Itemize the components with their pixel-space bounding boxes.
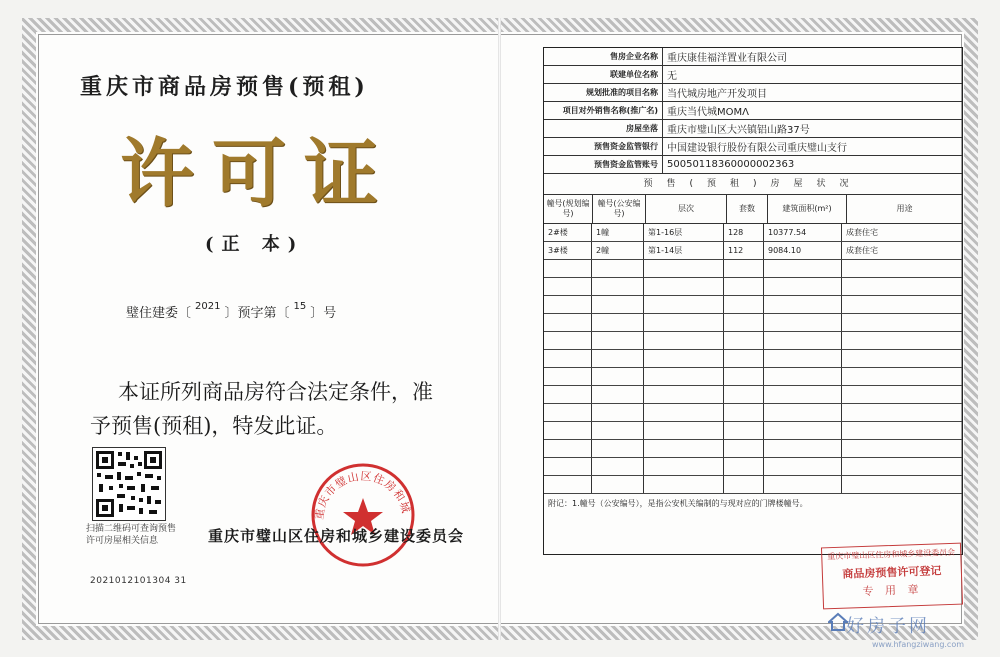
- footnote: 附记：1.幢号（公安编号），是指公安机关编制的与现对应的门牌楼幢号。: [548, 499, 808, 508]
- field-row: 房屋坐落 重庆市璧山区大兴镇铝山路37号: [544, 120, 962, 138]
- official-seal-icon: [308, 460, 418, 570]
- table-row-empty: [544, 296, 962, 314]
- table-row-empty: [544, 368, 962, 386]
- field-row: 售房企业名称 重庆康佳福洋置业有限公司: [544, 48, 962, 66]
- table-row-empty: [544, 278, 962, 296]
- qr-code-icon[interactable]: [92, 447, 166, 521]
- marketing-name: 重庆当代城MOMΛ: [667, 107, 749, 118]
- certificate-title: 重庆市商品房预售(预租): [80, 74, 369, 100]
- left-page: [40, 40, 470, 600]
- table-row-empty: [544, 476, 962, 494]
- table-row-empty: [544, 404, 962, 422]
- certificate-serial: 2021012101304 31: [90, 576, 187, 586]
- partner-name: 无: [667, 71, 677, 82]
- table-row-empty: [544, 332, 962, 350]
- site-watermark: 好房子网: [846, 616, 930, 637]
- field-row: 项目对外销售名称(推广名) 重庆当代城MOMΛ: [544, 102, 962, 120]
- svg-text:重庆市璧山区住房和城乡建设委员会: 重庆市璧山区住房和城: [312, 469, 413, 521]
- seller-name: 重庆康佳福洋置业有限公司: [667, 53, 787, 64]
- table-row-empty: [544, 350, 962, 368]
- license-heading: 许可证: [120, 131, 396, 217]
- escrow-account: 50050118360000002363: [667, 159, 795, 170]
- table-row-empty: [544, 458, 962, 476]
- section-title: 预售(预租)房屋状况: [544, 174, 962, 195]
- permit-year: 2021: [195, 301, 221, 312]
- table-row-empty: [544, 422, 962, 440]
- field-row: 预售资金监管账号 50050118360000002363: [544, 156, 962, 174]
- empty-rows: [544, 260, 962, 494]
- table-row-empty: [544, 314, 962, 332]
- field-row: 联建单位名称 无: [544, 66, 962, 84]
- field-row: 预售资金监管银行 中国建设银行股份有限公司重庆璧山支行: [544, 138, 962, 156]
- certificate-statement: 本证所列商品房符合法定条件，准 予预售(预租)，特发此证。: [90, 380, 433, 438]
- table-row: 3#楼 2幢 第1-14层 112 9084.10 成套住宅: [544, 242, 962, 260]
- property-address: 重庆市璧山区大兴镇铝山路37号: [667, 125, 810, 136]
- house-icon: [828, 612, 848, 632]
- escrow-bank: 中国建设银行股份有限公司重庆璧山支行: [667, 143, 847, 154]
- table-row-empty: [544, 260, 962, 278]
- permit-no: 15: [293, 301, 307, 312]
- table-row-empty: [544, 440, 962, 458]
- field-row: 规划批准的项目名称 当代城房地产开发项目: [544, 84, 962, 102]
- permit-details-table: [543, 47, 963, 555]
- watermark-url: www.hfangziwang.com: [872, 640, 965, 649]
- permit-number: 璧住建委〔 $^{2021}$ 〕预字第〔 $^{15}$ 〕号: [126, 301, 337, 321]
- table-row-empty: [544, 386, 962, 404]
- table-row: 2#楼 1幢 第1-16层 128 10377.54 成套住宅: [544, 224, 962, 242]
- project-name: 当代城房地产开发项目: [667, 89, 767, 100]
- fold-spine: [498, 18, 501, 640]
- qr-caption: 扫描二维码可查询预售许可房屋相关信息: [86, 524, 177, 546]
- original-copy-label: (正 本): [205, 234, 305, 255]
- registration-stamp: 重庆市璧山区住房和城乡建设委员会 商品房预售许可登记 专 用 章: [821, 543, 963, 610]
- issuing-authority: 重庆市璧山区住房和城乡建设委员会: [208, 527, 465, 545]
- table-header: 幢号(规划编号) 幢号(公安编号) 层次 套数 建筑面积(m²) 用途: [544, 195, 962, 224]
